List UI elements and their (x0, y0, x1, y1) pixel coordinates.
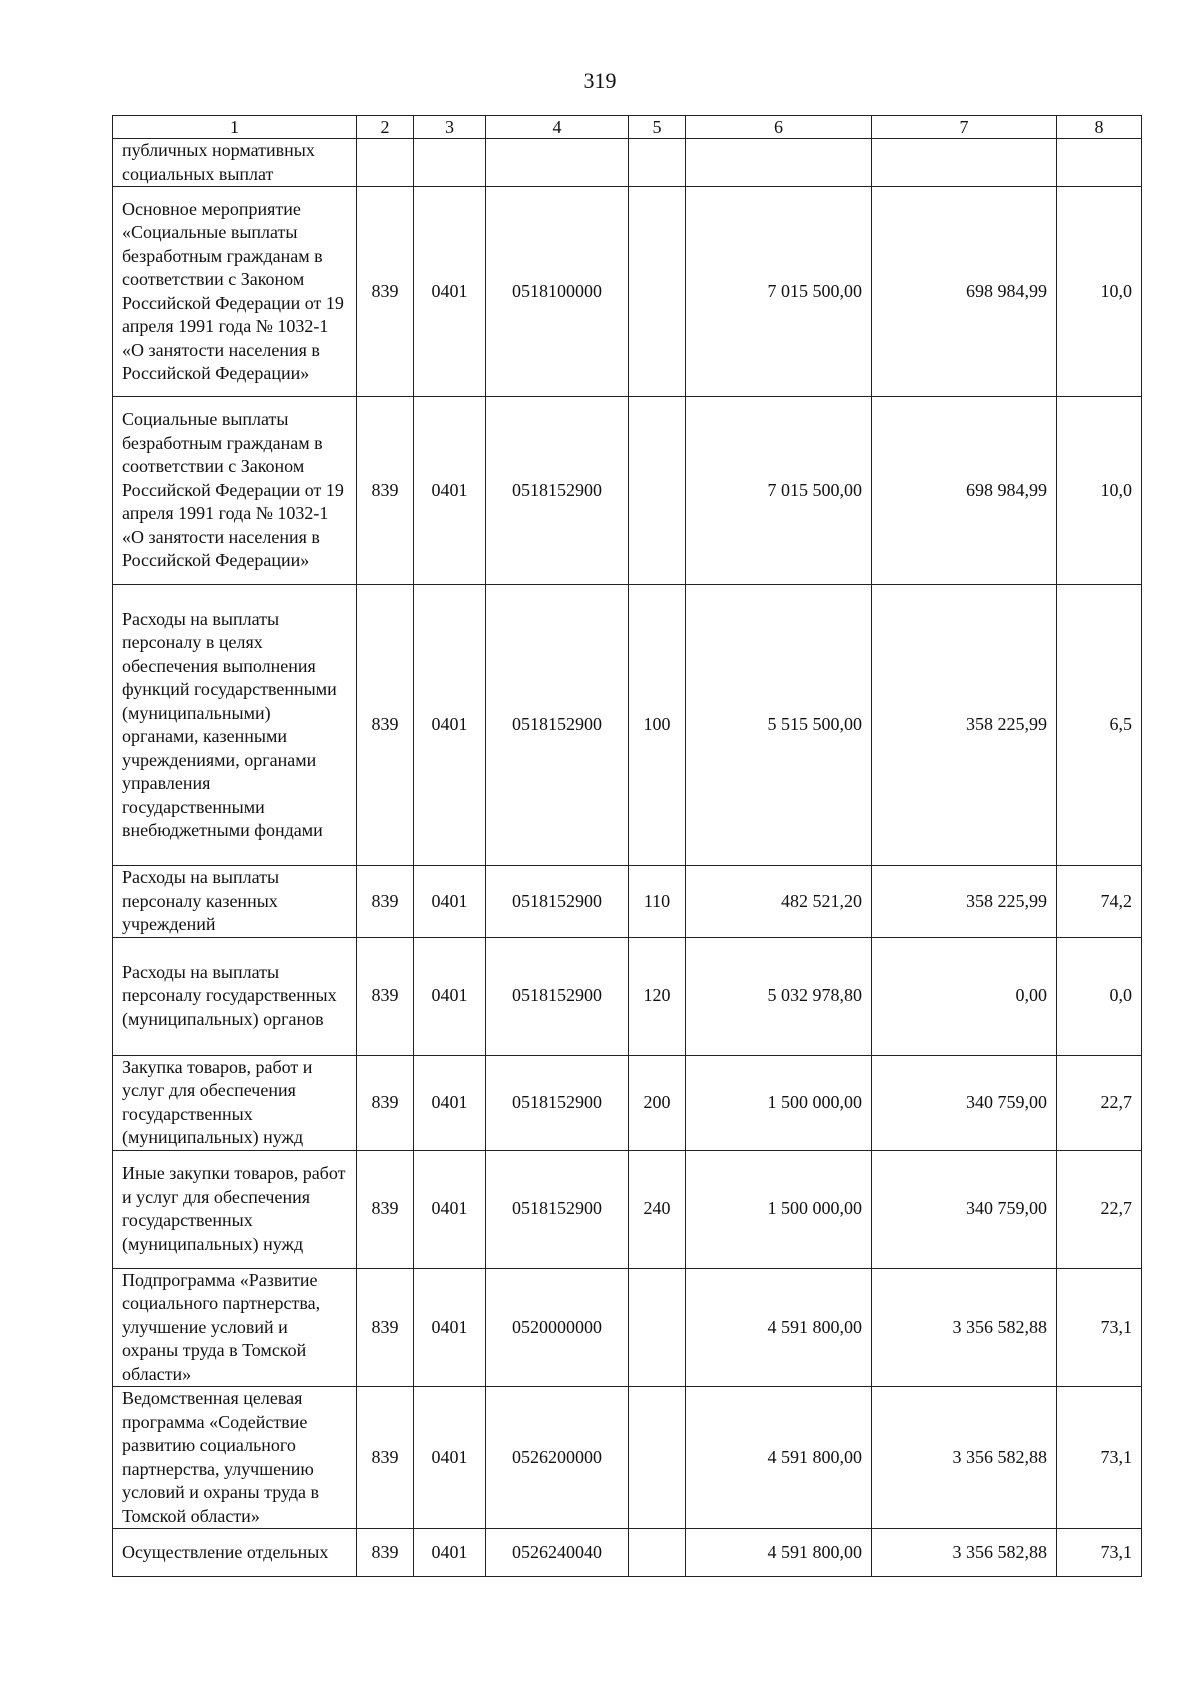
cell-admin-code: 839 (357, 1055, 414, 1150)
cell-expense-type (629, 397, 686, 585)
row-name: Ведомственная целевая программа «Содействие развитию социального партнерства, улучшению условий и охраны труда в Томской области» (113, 1387, 357, 1529)
cell-actual-amount: 3 356 582,88 (872, 1268, 1057, 1387)
row-name: Расходы на выплаты персоналу казенных учреждений (113, 866, 357, 938)
cell-admin-code: 839 (357, 866, 414, 938)
table-row (113, 139, 1142, 187)
cell-percent: 73,1 (1057, 1268, 1142, 1387)
cell-admin-code: 839 (357, 1387, 414, 1529)
column-header: 3 (414, 116, 486, 139)
cell-expense-type (629, 1387, 686, 1529)
cell-target-article: 0518152900 (486, 397, 629, 585)
row-name: Подпрограмма «Развитие социального партнерства, улучшение условий и охраны труда в Томской области» (113, 1268, 357, 1387)
cell-admin-code: 839 (357, 1150, 414, 1268)
cell-actual-amount: 340 759,00 (872, 1150, 1057, 1268)
column-header: 4 (486, 116, 629, 139)
row-name: Расходы на выплаты персоналу в целях обеспечения выполнения функций государственными (муниципальными) органами, казенными учреждениями, органами управления государственными внебюджетными фондами (113, 585, 357, 866)
cell-plan-amount: 7 015 500,00 (686, 187, 872, 397)
cell-actual-amount: 698 984,99 (872, 187, 1057, 397)
table-row (113, 937, 1142, 1055)
cell-target-article: 0526200000 (486, 1387, 629, 1529)
cell-percent: 22,7 (1057, 1150, 1142, 1268)
cell-target-article: 0518152900 (486, 937, 629, 1055)
cell-section-code: 0401 (414, 585, 486, 866)
cell-admin-code: 839 (357, 585, 414, 866)
cell-expense-type (629, 1268, 686, 1387)
cell-percent: 74,2 (1057, 866, 1142, 938)
cell-percent: 10,0 (1057, 187, 1142, 397)
column-header: 8 (1057, 116, 1142, 139)
row-name: публичных нормативных социальных выплат (113, 139, 357, 187)
column-header: 1 (113, 116, 357, 139)
column-header: 7 (872, 116, 1057, 139)
cell-expense-type (629, 1529, 686, 1577)
cell-percent: 0,0 (1057, 937, 1142, 1055)
cell-admin-code: 839 (357, 937, 414, 1055)
cell-percent: 73,1 (1057, 1529, 1142, 1577)
cell-percent (1057, 139, 1142, 187)
cell-expense-type: 200 (629, 1055, 686, 1150)
cell-percent: 6,5 (1057, 585, 1142, 866)
cell-target-article: 0518152900 (486, 1055, 629, 1150)
cell-actual-amount: 358 225,99 (872, 866, 1057, 938)
cell-plan-amount: 4 591 800,00 (686, 1529, 872, 1577)
cell-actual-amount: 698 984,99 (872, 397, 1057, 585)
cell-admin-code: 839 (357, 397, 414, 585)
row-name: Расходы на выплаты персоналу государственных (муниципальных) органов (113, 937, 357, 1055)
cell-section-code: 0401 (414, 1387, 486, 1529)
cell-actual-amount: 3 356 582,88 (872, 1387, 1057, 1529)
cell-target-article: 0518152900 (486, 585, 629, 866)
cell-admin-code: 839 (357, 187, 414, 397)
cell-target-article: 0520000000 (486, 1268, 629, 1387)
cell-expense-type: 100 (629, 585, 686, 866)
cell-section-code: 0401 (414, 1268, 486, 1387)
cell-expense-type: 110 (629, 866, 686, 938)
cell-plan-amount: 1 500 000,00 (686, 1055, 872, 1150)
cell-percent: 10,0 (1057, 397, 1142, 585)
cell-section-code: 0401 (414, 1529, 486, 1577)
cell-section-code: 0401 (414, 937, 486, 1055)
cell-plan-amount: 4 591 800,00 (686, 1387, 872, 1529)
table-row (113, 187, 1142, 397)
cell-plan-amount: 5 515 500,00 (686, 585, 872, 866)
cell-plan-amount: 1 500 000,00 (686, 1150, 872, 1268)
cell-expense-type (629, 187, 686, 397)
cell-actual-amount: 3 356 582,88 (872, 1529, 1057, 1577)
cell-target-article (486, 139, 629, 187)
cell-target-article: 0518100000 (486, 187, 629, 397)
cell-target-article: 0518152900 (486, 1150, 629, 1268)
column-header: 2 (357, 116, 414, 139)
cell-section-code: 0401 (414, 1150, 486, 1268)
cell-plan-amount (686, 139, 872, 187)
cell-actual-amount: 340 759,00 (872, 1055, 1057, 1150)
column-header: 6 (686, 116, 872, 139)
cell-section-code: 0401 (414, 1055, 486, 1150)
row-name: Иные закупки товаров, работ и услуг для обеспечения государственных (муниципальных) нужд (113, 1150, 357, 1268)
cell-target-article: 0526240040 (486, 1529, 629, 1577)
column-header: 5 (629, 116, 686, 139)
row-name: Закупка товаров, работ и услуг для обеспечения государственных (муниципальных) нужд (113, 1055, 357, 1150)
budget-table (112, 115, 1142, 1577)
table-row (113, 1055, 1142, 1150)
cell-actual-amount (872, 139, 1057, 187)
cell-section-code: 0401 (414, 866, 486, 938)
cell-actual-amount: 358 225,99 (872, 585, 1057, 866)
cell-plan-amount: 7 015 500,00 (686, 397, 872, 585)
cell-plan-amount: 482 521,20 (686, 866, 872, 938)
cell-expense-type: 120 (629, 937, 686, 1055)
table-row (113, 1150, 1142, 1268)
cell-section-code: 0401 (414, 397, 486, 585)
table-row (113, 397, 1142, 585)
cell-admin-code (357, 139, 414, 187)
cell-actual-amount: 0,00 (872, 937, 1057, 1055)
table-row (113, 1268, 1142, 1387)
cell-target-article: 0518152900 (486, 866, 629, 938)
table-row (113, 1387, 1142, 1529)
cell-plan-amount: 4 591 800,00 (686, 1268, 872, 1387)
cell-expense-type: 240 (629, 1150, 686, 1268)
cell-plan-amount: 5 032 978,80 (686, 937, 872, 1055)
table-row (113, 585, 1142, 866)
cell-admin-code: 839 (357, 1268, 414, 1387)
column-number-row (113, 116, 1142, 139)
row-name: Основное мероприятие «Социальные выплаты безработным гражданам в соответствии с Законом Российской Федерации от 19 апреля 1991 года № 1032-1 «О занятости населения в Российской Федерации» (113, 187, 357, 397)
page-number: 319 (583, 68, 617, 93)
table-row (113, 866, 1142, 938)
cell-percent: 73,1 (1057, 1387, 1142, 1529)
cell-section-code (414, 139, 486, 187)
table-row (113, 1529, 1142, 1577)
row-name: Социальные выплаты безработным гражданам в соответствии с Законом Российской Федерации от 19 апреля 1991 года № 1032-1 «О занятости населения в Российской Федерации» (113, 397, 357, 585)
row-name: Осуществление отдельных (113, 1529, 357, 1577)
cell-admin-code: 839 (357, 1529, 414, 1577)
cell-expense-type (629, 139, 686, 187)
cell-section-code: 0401 (414, 187, 486, 397)
cell-percent: 22,7 (1057, 1055, 1142, 1150)
